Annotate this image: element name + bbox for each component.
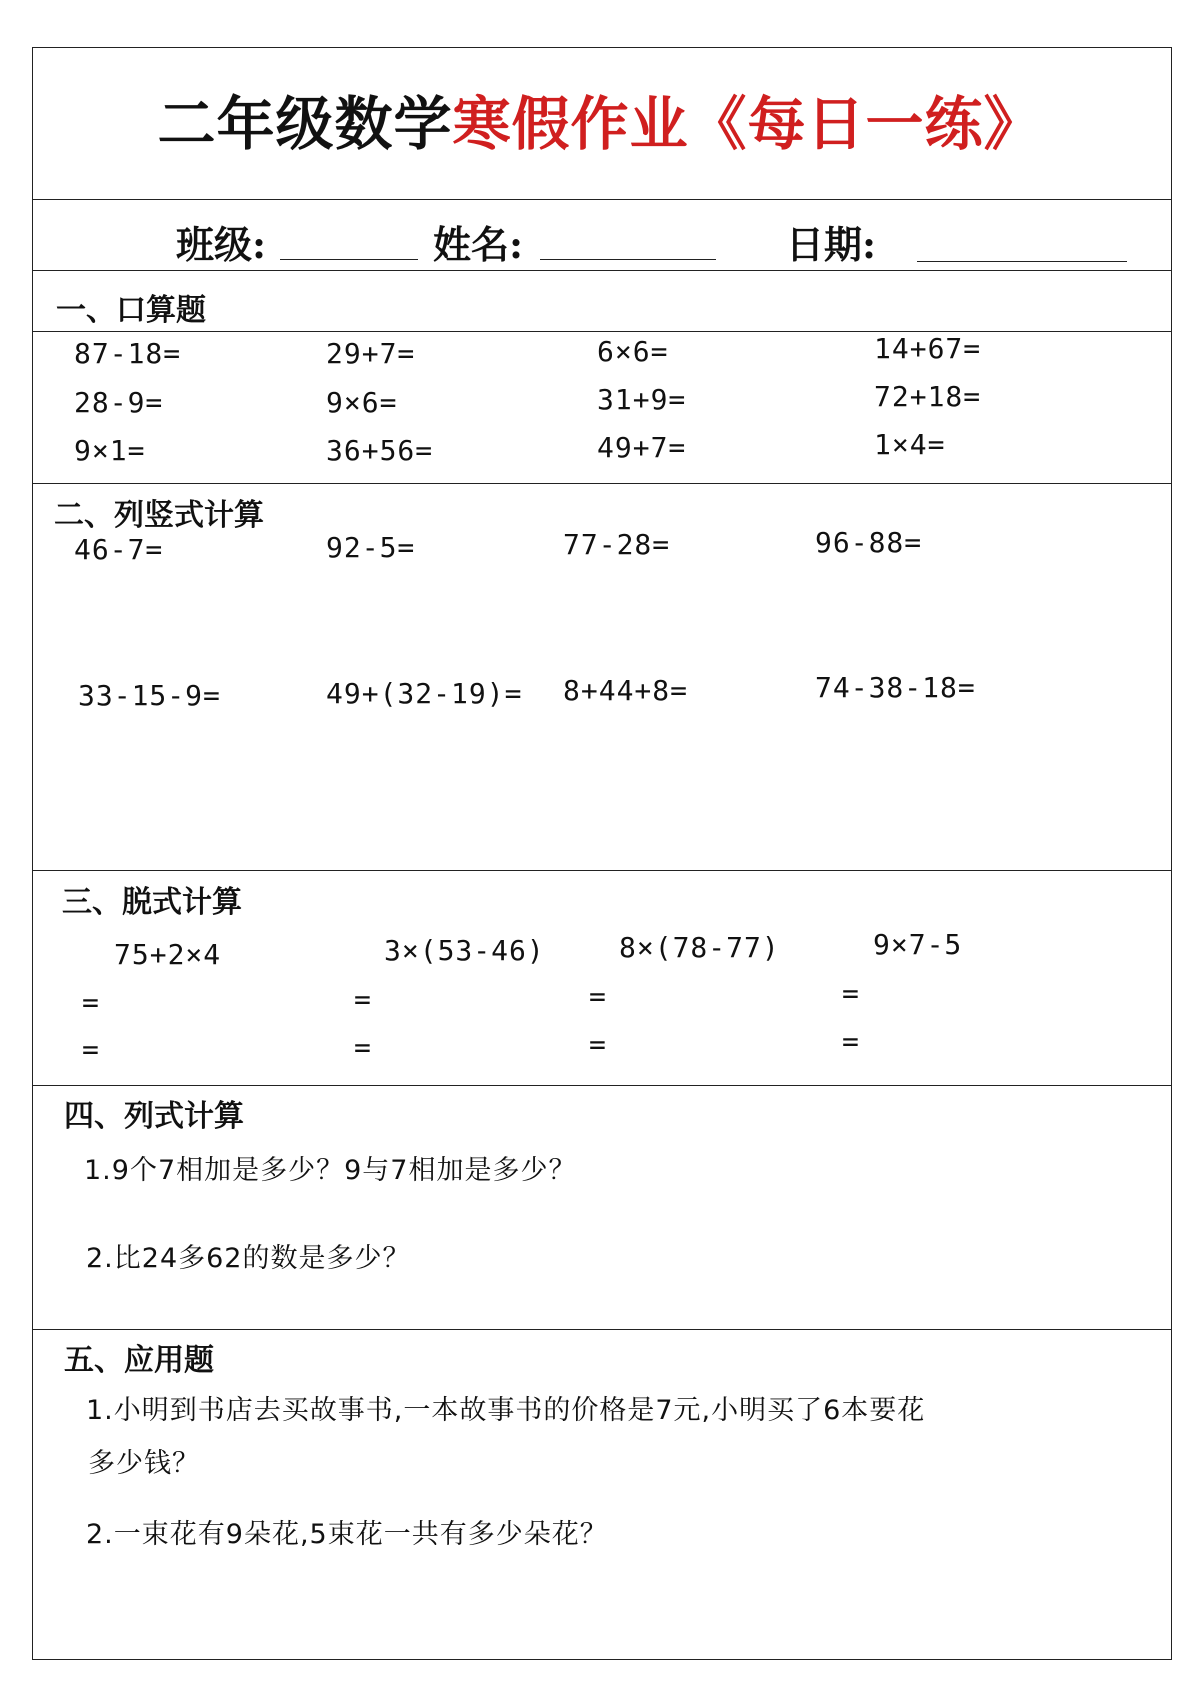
divider <box>32 483 1172 484</box>
equals-sign: = <box>589 980 606 1013</box>
problem: 14+67= <box>874 332 982 365</box>
problem: 1×4= <box>874 428 946 461</box>
question: 2.比24多62的数是多少？ <box>86 1243 411 1274</box>
section-heading: 二、列竖式计算 <box>54 498 264 533</box>
problem: 6×6= <box>597 335 669 368</box>
section-heading: 一、口算题 <box>56 293 206 328</box>
problem: 9×1= <box>74 434 146 467</box>
question: 2.一束花有9朵花,5束花一共有多少朵花？ <box>86 1519 608 1550</box>
title-black: 二年级数学 <box>157 90 453 158</box>
problem: 46-7= <box>74 533 164 566</box>
date-blank[interactable] <box>917 261 1127 262</box>
problem: 31+9= <box>597 383 687 416</box>
title-red: 寒假作业《每日一练》 <box>452 90 1043 158</box>
problem: 72+18= <box>874 380 982 413</box>
problem: 87-18= <box>74 337 182 370</box>
problem: 49+(32-19)= <box>326 677 523 710</box>
equals-sign: = <box>354 1031 371 1064</box>
equals-sign: = <box>354 983 371 1016</box>
question-continued: 多少钱？ <box>88 1448 200 1479</box>
divider <box>32 1085 1172 1086</box>
section-heading: 五、应用题 <box>64 1343 214 1378</box>
problem: 96-88= <box>815 526 923 559</box>
section-heading: 三、脱式计算 <box>62 885 242 920</box>
problem: 33-15-9= <box>78 679 221 712</box>
problem: 3×(53-46) <box>384 934 545 967</box>
equals-sign: = <box>589 1028 606 1061</box>
problem: 9×6= <box>326 386 398 419</box>
problem: 77-28= <box>563 528 671 561</box>
question: 1.小明到书店去买故事书,一本故事书的价格是7元,小明买了6本要花 <box>86 1395 926 1426</box>
divider <box>32 331 1172 332</box>
question: 1.9个7相加是多少？9与7相加是多少？ <box>84 1155 577 1186</box>
equals-sign: = <box>842 1025 859 1058</box>
problem: 74-38-18= <box>815 671 976 704</box>
divider <box>32 270 1172 271</box>
problem: 75+2×4 <box>114 938 222 971</box>
problem: 49+7= <box>597 431 687 464</box>
problem: 92-5= <box>326 531 416 564</box>
problem: 8+44+8= <box>563 674 689 707</box>
problem: 36+56= <box>326 434 434 467</box>
divider <box>32 870 1172 871</box>
problem: 9×7-5 <box>873 928 963 961</box>
date-label: 日期: <box>786 222 877 267</box>
equals-sign: = <box>82 986 99 1019</box>
class-label: 班级: <box>176 222 267 267</box>
name-blank[interactable] <box>540 259 716 260</box>
class-blank[interactable] <box>280 259 418 260</box>
problem: 29+7= <box>326 337 416 370</box>
equals-sign: = <box>842 977 859 1010</box>
problem: 8×(78-77) <box>619 931 780 964</box>
name-label: 姓名: <box>433 222 524 267</box>
page-title <box>0 77 1200 161</box>
divider <box>32 199 1172 200</box>
equals-sign: = <box>82 1033 99 1066</box>
section-heading: 四、列式计算 <box>64 1099 244 1134</box>
problem: 28-9= <box>74 386 164 419</box>
divider <box>32 1329 1172 1330</box>
